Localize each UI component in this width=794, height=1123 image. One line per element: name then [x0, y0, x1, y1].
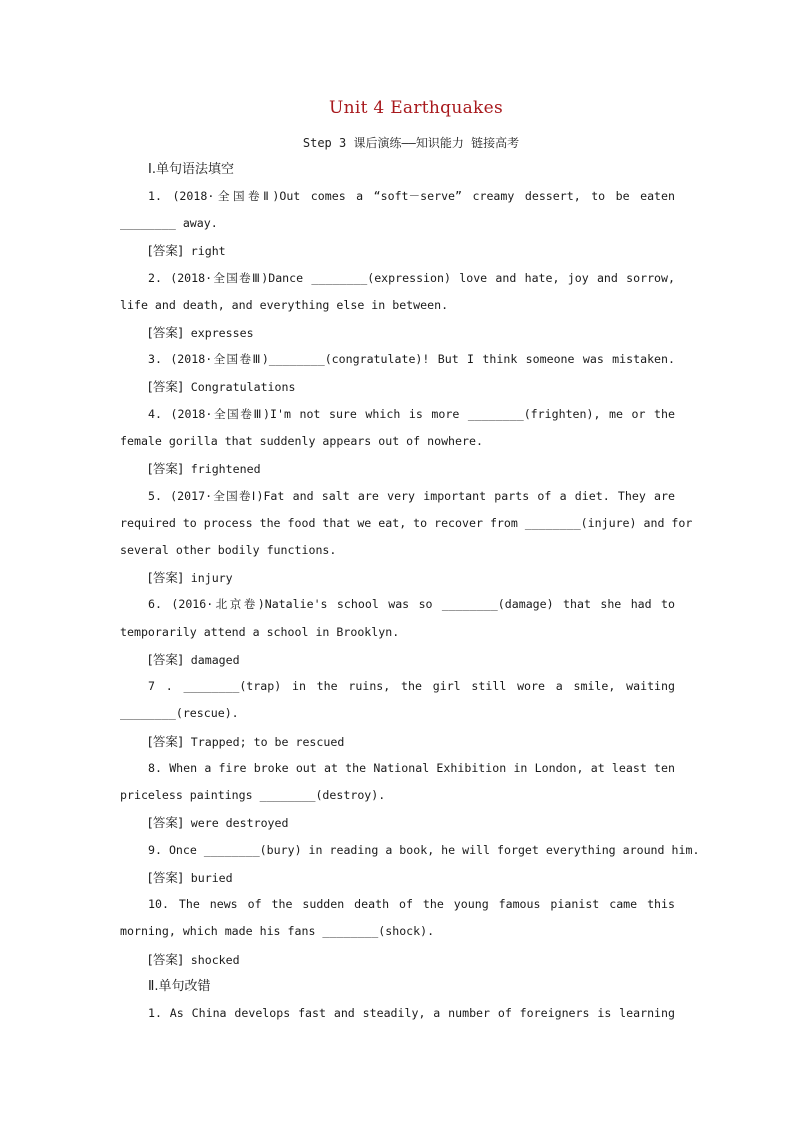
- answer-3: [148, 373, 675, 400]
- answer-2-text: expresses: [190, 326, 254, 340]
- answer-7-text: Trapped; to be rescued: [190, 735, 345, 749]
- question-3-line-1: 3. (2018·全国卷Ⅲ)________(congratulate)! But I think someone was mistaken.: [148, 352, 675, 366]
- question-4-line-1: 4. (2018·全国卷Ⅲ)I'm not sure which is more ________(frighten), me or the: [148, 407, 675, 421]
- question-4-line-2: female gorilla that suddenly appears out of nowhere.: [120, 434, 483, 448]
- correction-question-1-line-1: 1. As China develops fast and steadily, a number of foreigners is learning: [148, 1006, 675, 1020]
- answer-1: [148, 237, 675, 264]
- answer-9: [148, 864, 675, 891]
- answer-5: [148, 564, 675, 591]
- answer-tag: [答案]: [148, 461, 183, 476]
- question-1-line-2: ________ away.: [120, 216, 218, 230]
- question-7-line-1: 7 . ________(trap) in the ruins, the girl still wore a smile, waiting: [148, 679, 675, 693]
- answer-tag: [答案]: [148, 734, 183, 749]
- answer-8: [148, 809, 675, 836]
- answer-6-text: damaged: [190, 653, 240, 667]
- question-6-line-2: temporarily attend a school in Brooklyn.: [120, 625, 400, 639]
- answer-2: [148, 319, 675, 346]
- section-heading-2: Ⅱ.单句改错: [148, 979, 211, 994]
- question-8-line-2: priceless paintings ________(destroy).: [120, 788, 386, 802]
- answer-tag: [答案]: [148, 952, 183, 967]
- page-title: Unit 4 Earthquakes: [328, 98, 504, 118]
- page-subtitle: Step 3 课后演练——知识能力 链接高考: [302, 136, 520, 150]
- answer-3-text: Congratulations: [190, 380, 296, 394]
- section-heading-1: Ⅰ.单句语法填空: [148, 162, 234, 177]
- answer-7: [148, 728, 675, 755]
- answer-10: [148, 946, 675, 973]
- answer-6: [148, 646, 675, 673]
- answer-tag: [答案]: [148, 325, 183, 340]
- answer-tag: [答案]: [148, 570, 183, 585]
- question-7-line-2: ________(rescue).: [120, 706, 239, 720]
- question-5-line-3: several other bodily functions.: [120, 543, 337, 557]
- answer-tag: [答案]: [148, 652, 183, 667]
- answer-tag: [答案]: [148, 870, 183, 885]
- answer-8-text: were destroyed: [190, 816, 289, 830]
- question-5-line-2: required to process the food that we eat, to recover from ________(injure) and for: [120, 516, 693, 530]
- question-2-line-1: 2. (2018·全国卷Ⅲ)Dance ________(expression) love and hate, joy and sorrow,: [148, 271, 675, 285]
- question-8-line-1: 8. When a fire broke out at the National Exhibition in London, at least ten: [148, 761, 675, 775]
- question-1-line-1: 1. (2018·全国卷Ⅱ)Out comes a “soft－serve” creamy dessert, to be eaten: [148, 189, 675, 203]
- answer-tag: [答案]: [148, 815, 183, 830]
- question-10-line-2: morning, which made his fans ________(shock).: [120, 924, 435, 938]
- question-9-line-1: 9. Once ________(bury) in reading a book, he will forget everything around him.: [148, 843, 700, 857]
- question-2-line-2: life and death, and everything else in between.: [120, 298, 449, 312]
- answer-9-text: buried: [190, 871, 233, 885]
- question-10-line-1: 10. The news of the sudden death of the young famous pianist came this: [148, 897, 675, 911]
- answer-4-text: frightened: [190, 462, 261, 476]
- answer-tag: [答案]: [148, 243, 183, 258]
- question-5-line-1: 5. (2017·全国卷Ⅰ)Fat and salt are very important parts of a diet. They are: [148, 489, 675, 503]
- answer-4: [148, 455, 675, 482]
- answer-5-text: injury: [190, 571, 233, 585]
- answer-1-text: right: [190, 244, 226, 258]
- answer-tag: [答案]: [148, 379, 183, 394]
- answer-10-text: shocked: [190, 953, 240, 967]
- question-6-line-1: 6. (2016·北京卷)Natalie's school was so ________(damage) that she had to: [148, 597, 675, 611]
